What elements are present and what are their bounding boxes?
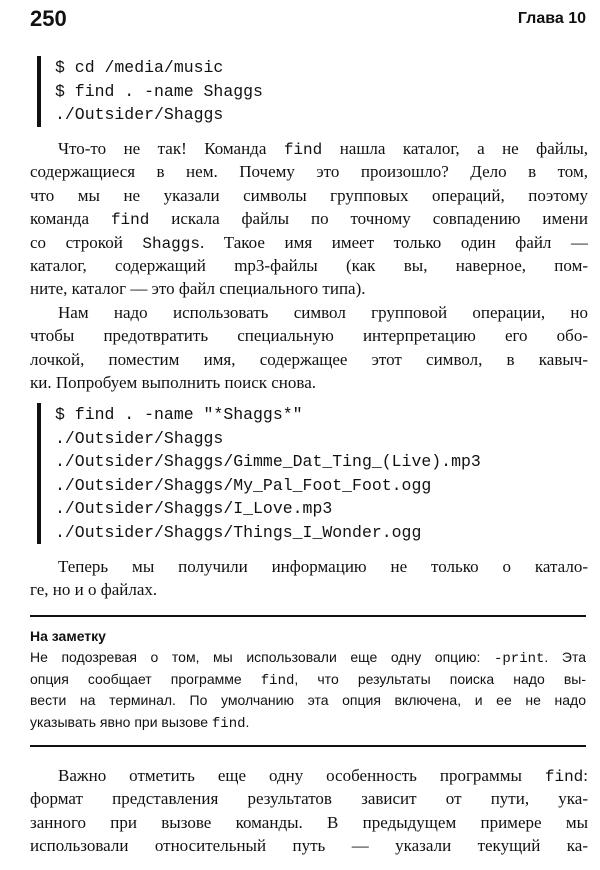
paragraph-output-format <box>30 764 588 858</box>
text-line: ните, каталог — это файл специального типа). <box>30 279 366 299</box>
code-line: ./Outsider/Shaggs <box>55 428 224 448</box>
text-line: со строкой Shaggs. Такое имя имеет только один файл — <box>30 232 588 253</box>
note-box <box>30 622 586 733</box>
text-line: ге, но и о файлах. <box>30 580 158 600</box>
text-line: использовали относительный путь — указали текущий ка- <box>30 836 588 856</box>
inline-code: find <box>544 768 584 786</box>
text-line: формат представления результатов зависит от пути, ука- <box>30 789 588 809</box>
note-top-rule <box>30 615 586 617</box>
code-line: ./Outsider/Shaggs/I_Love.mp3 <box>55 499 333 518</box>
text-line: Важно отметить еще одну особенность программы find: <box>58 766 588 786</box>
paragraph-explanation <box>30 137 588 301</box>
page-header <box>30 6 586 32</box>
note-line: Не подозревая о том, мы использовали еще одну опцию: -print. Эта <box>30 649 586 667</box>
note-bottom-rule <box>30 745 586 747</box>
note-line: вести на терминал. По умолчанию эта опция включена, и ее не надо <box>30 692 586 708</box>
code-line: ./Outsider/Shaggs/Things_I_Wonder.ogg <box>55 522 422 542</box>
code-line: ./Outsider/Shaggs <box>55 105 224 124</box>
inline-code: find <box>260 672 295 689</box>
paragraph-wildcard <box>30 301 588 395</box>
inline-code: -print <box>494 651 545 667</box>
inline-code: find <box>110 211 150 230</box>
text-line: ки. Попробуем выполнить поиск снова. <box>30 373 316 393</box>
code-line: $ find . -name "*Shaggs*" <box>55 405 303 424</box>
inline-code: find <box>211 715 246 732</box>
code-block-find-wildcard <box>37 403 481 544</box>
chapter-title: Глава 10 <box>517 10 586 27</box>
inline-code: find <box>283 141 323 159</box>
text-line: Теперь мы получили информацию не только о катало- <box>58 557 588 576</box>
text-line: лочкой, поместим имя, содержащее этот символ, в кавыч- <box>30 349 588 369</box>
note-body <box>30 647 586 733</box>
text-line: чтобы предотвратить специальную интерпретацию его обо- <box>30 326 588 346</box>
code-line: $ find . -name Shaggs <box>55 81 263 101</box>
code-block-find-shaggs <box>37 56 263 127</box>
text-line: что мы не указали символы групповых операций, поэтому <box>30 185 588 205</box>
note-line: опция сообщает программе find, что результаты поиска надо вы- <box>30 670 586 689</box>
note-title: На заметку <box>30 628 106 644</box>
page-number: 250 <box>30 6 67 31</box>
note-line: указывать явно при вызове find. <box>30 713 250 732</box>
text-line: Что-то не так! Команда find нашла каталог, а не файлы, <box>58 139 588 159</box>
code-line: $ cd /media/music <box>55 58 224 77</box>
text-line: каталог, содержащий mp3-файлы (как вы, наверное, пом- <box>30 255 588 275</box>
text-line: Нам надо использовать символ групповой операции, но <box>58 303 588 322</box>
paragraph-result <box>30 555 588 602</box>
text-line: содержащиеся в нем. Почему это произошло? Дело в том, <box>30 162 588 182</box>
inline-code: Shaggs <box>142 234 200 253</box>
text-line: занного при вызове команды. В предыдущем примере мы <box>30 812 588 832</box>
code-line: ./Outsider/Shaggs/Gimme_Dat_Ting_(Live).mp3 <box>55 452 481 471</box>
text-line: команда find искала файлы по точному совпадению имени <box>30 209 588 230</box>
code-line: ./Outsider/Shaggs/My_Pal_Foot_Foot.ogg <box>55 475 432 495</box>
